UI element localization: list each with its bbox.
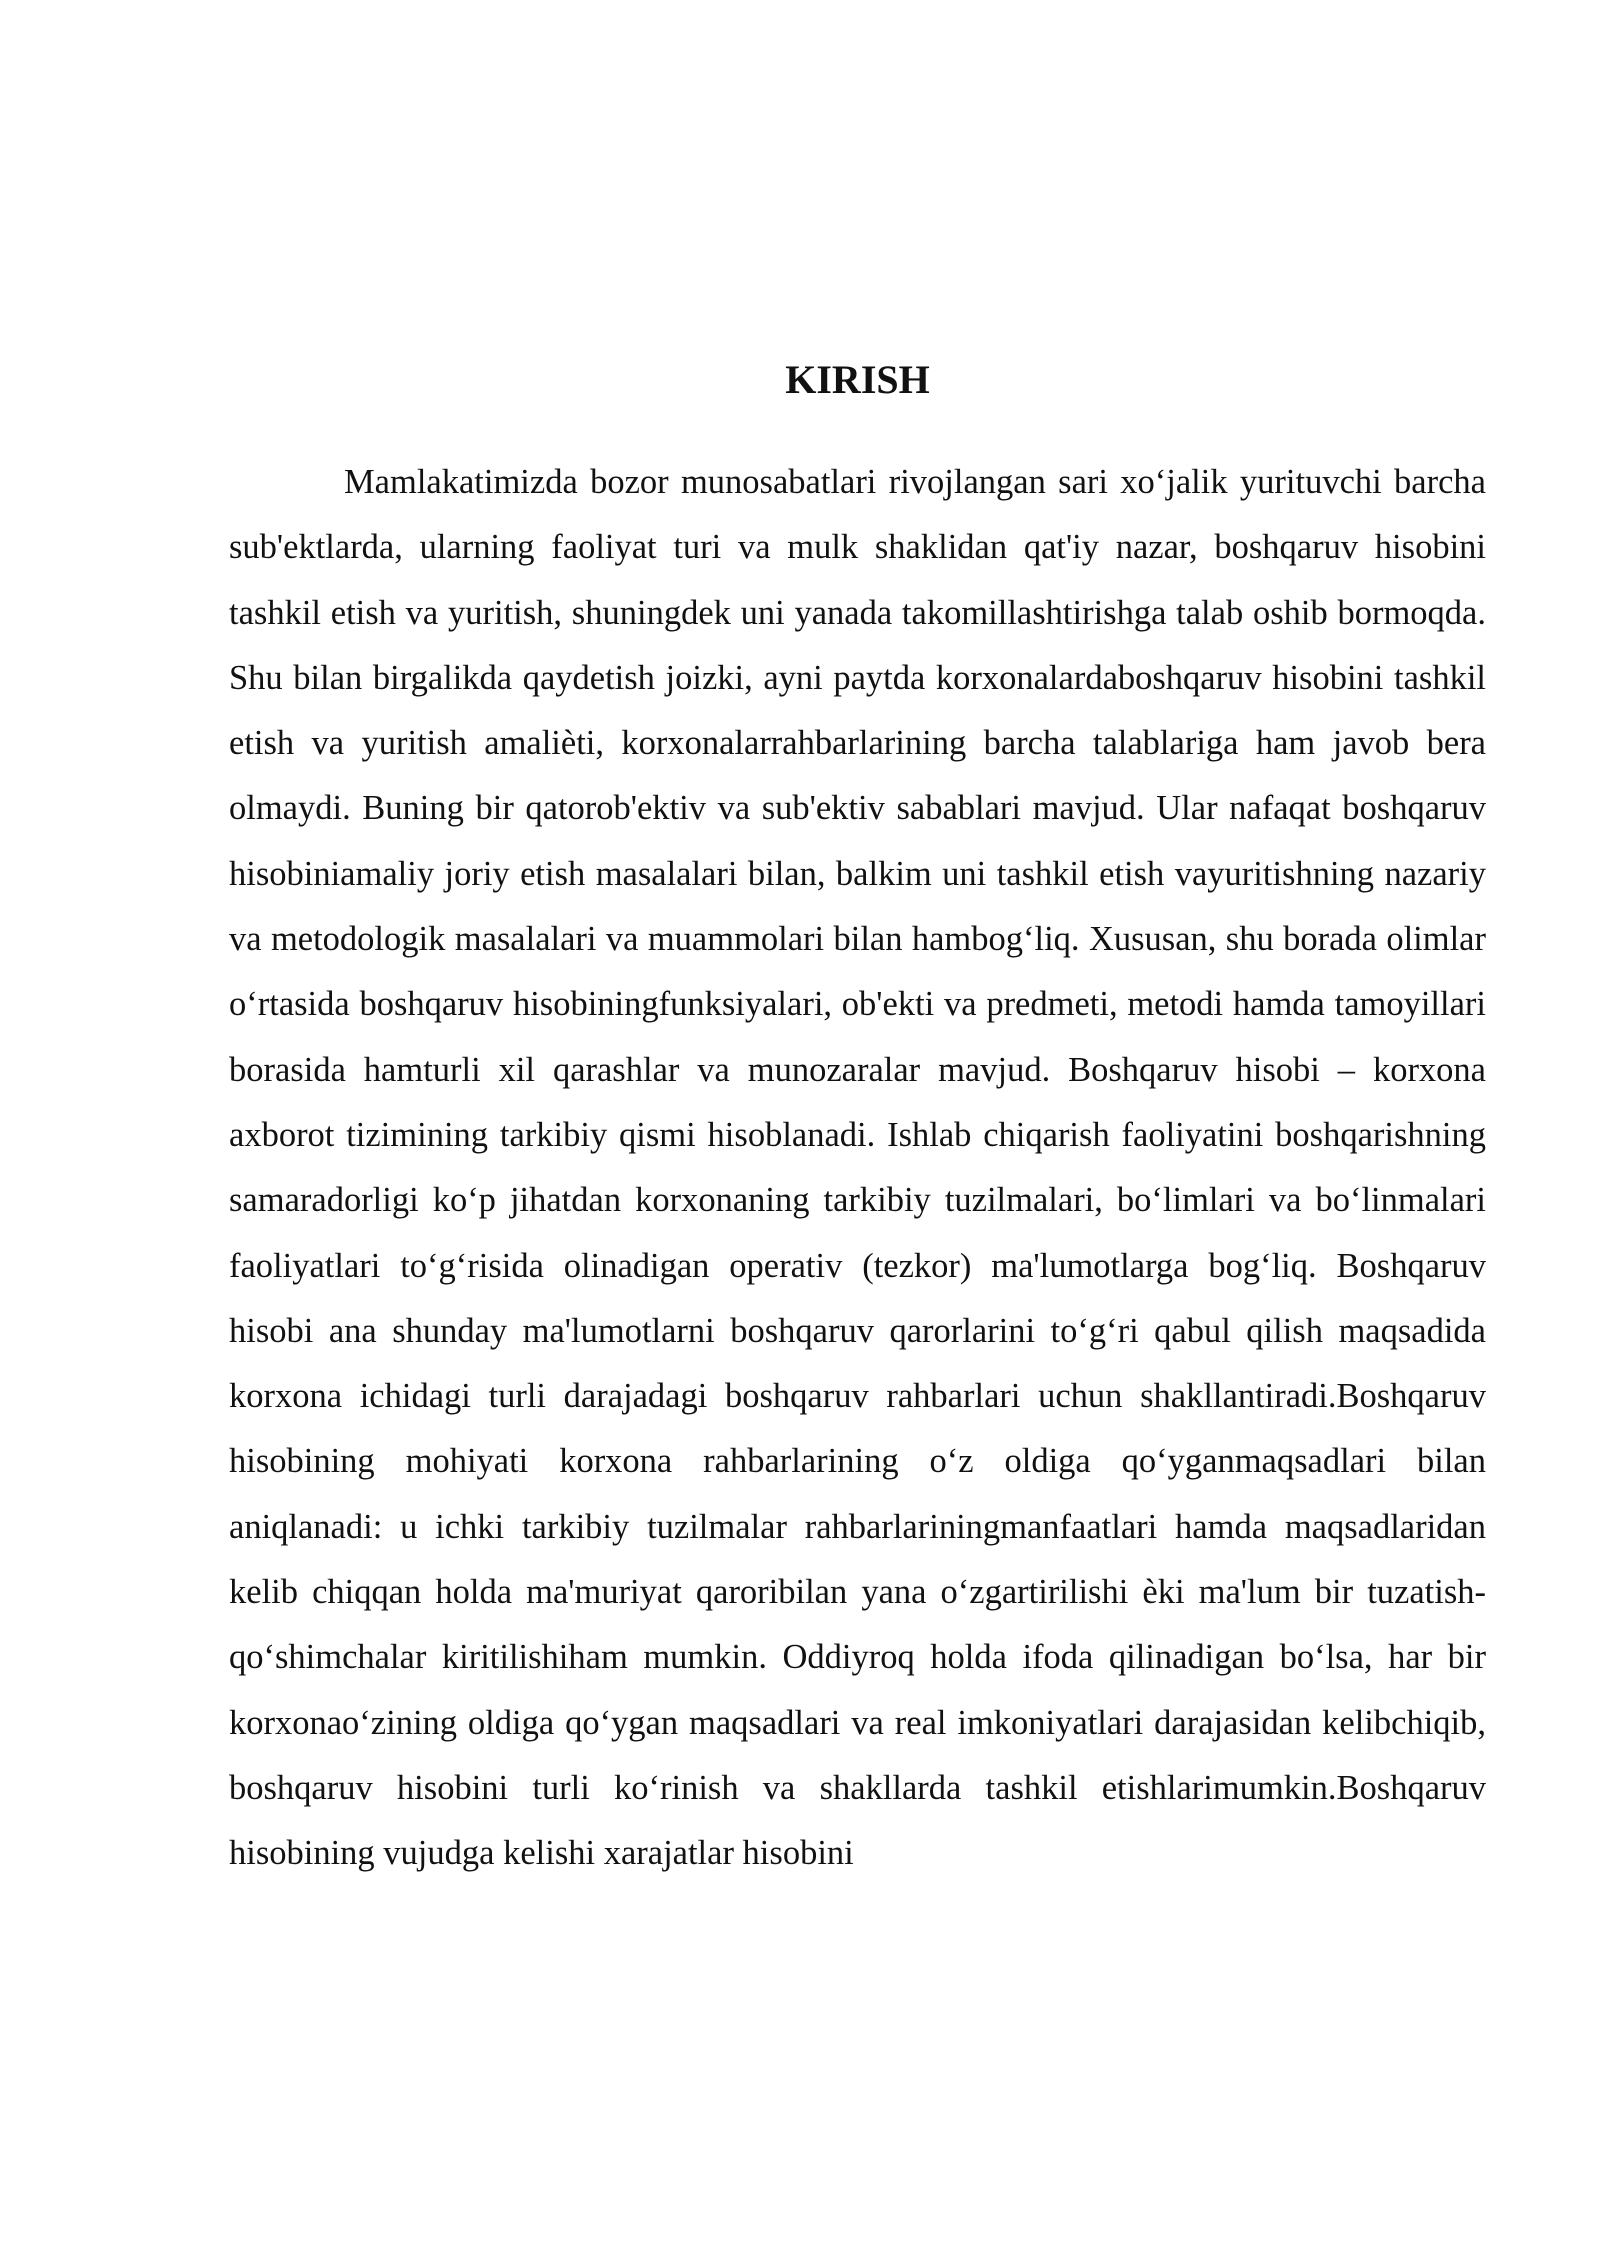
body-paragraph: Mamlakatimizda bozor munosabatlari rivojlangan sari xo‘jalik yurituvchi barcha sub'ektlarda, ularning faoliyat turi va mulk shaklidan qat'iy nazar, boshqaruv hisobini tashkil etish va yuritish, shuningdek uni yanada takomillashtirishga talab oshib bormoqda. Shu bilan birgalikda qaydetish joizki, ayni paytda korxonalardaboshqaruv hisobini tashkil etish va yuritish amalièti, korxonalarrahbarlarining barcha talablariga ham javob bera olmaydi. Buning bir qatorob'ektiv va sub'ektiv sabablari mavjud. Ular nafaqat boshqaruv hisobiniamaliy joriy etish masalalari bilan, balkim uni tashkil etish vayuritishning nazariy va metodologik masalalari va muammolari bilan hambog‘liq. Xususan, shu borada olimlar o‘rtasida boshqaruv hisobiningfunksiyalari, ob'ekti va predmeti, metodi hamda tamoyillari borasida hamturli xil qarashlar va munozaralar mavjud. Boshqaruv hisobi – korxona axborot tizimining tarkibiy qismi hisoblanadi. Ishlab chiqarish faoliyatini boshqarishning samaradorligi ko‘p jihatdan korxonaning tarkibiy tuzilmalari, bo‘limlari va bo‘linmalari faoliyatlari to‘g‘risida olinadigan operativ (tezkor) ma'lumotlarga bog‘liq. Boshqaruv hisobi ana shunday ma'lumotlarni boshqaruv qarorlarini to‘g‘ri qabul qilish maqsadida korxona ichidagi turli darajadagi boshqaruv rahbarlari uchun shakllantiradi.Boshqaruv hisobining mohiyati korxona rahbarlarining o‘z oldiga qo‘yganmaqsadlari bilan aniqlanadi: u ichki tarkibiy tuzilmalar rahbarlariningmanfaatlari hamda maqsadlaridan kelib chiqqan holda ma'muriyat qaroribilan yana o‘zgartirilishi èki ma'lum bir tuzatish-qo‘shimchalar kiritilishiham mumkin. Oddiyroq holda ifoda qilinadigan bo‘lsa, har bir korxonao‘zining oldiga qo‘ygan maqsadlari va real imkoniyatlari darajasidan kelibchiqib, boshqaruv hisobini turli ko‘rinish va shakllarda tashkil etishlarimumkin.Boshqaruv hisobining vujudga kelishi xarajatlar hisobini (229, 463, 1486, 1873)
page-title: KIRISH (785, 357, 930, 402)
